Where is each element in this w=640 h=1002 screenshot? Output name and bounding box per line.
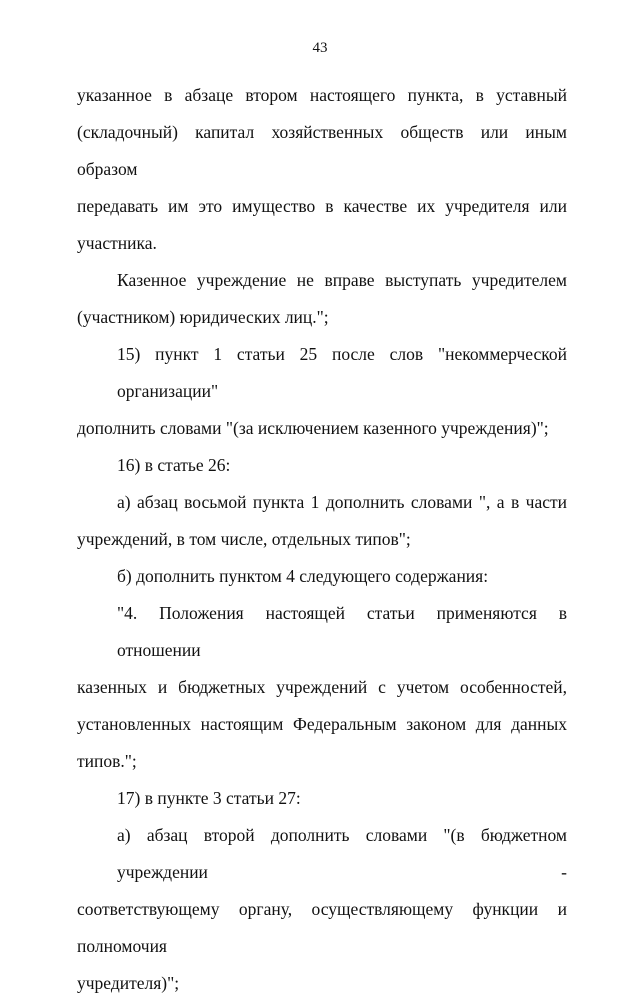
text-line: Казенное учреждение не вправе выступать учредителем bbox=[117, 270, 567, 290]
text-line: учредителя)"; bbox=[77, 973, 180, 993]
text-line: учреждений, в том числе, отдельных типов"; bbox=[77, 529, 411, 549]
text-line: участника. bbox=[77, 233, 157, 253]
text-line: 16) в статье 26: bbox=[117, 455, 231, 475]
text-line: (участником) юридических лиц."; bbox=[77, 307, 329, 327]
text-line: 15) пункт 1 статьи 25 после слов "некоммерческой организации" bbox=[117, 344, 567, 401]
paragraph-item-16 bbox=[77, 447, 567, 484]
paragraph-point-4 bbox=[77, 595, 567, 780]
text-line: а) абзац второй дополнить словами "(в бюджетном учреждении - bbox=[117, 825, 567, 882]
text-line: установленных настоящим Федеральным законом для данных bbox=[77, 714, 567, 734]
text-line: указанное в абзаце втором настоящего пункта, в уставный bbox=[77, 85, 567, 105]
text-line: передавать им это имущество в качестве их учредителя или bbox=[77, 196, 567, 216]
text-line: б) дополнить пунктом 4 следующего содержания: bbox=[117, 566, 489, 586]
text-line: типов."; bbox=[77, 751, 137, 771]
paragraph-item-17 bbox=[77, 780, 567, 817]
paragraph-kazennoe bbox=[77, 262, 567, 336]
text-line: дополнить словами "(за исключением казенного учреждения)"; bbox=[77, 418, 549, 438]
text-line: соответствующему органу, осуществляющему функции и полномочия bbox=[77, 899, 567, 956]
text-line: 17) в пункте 3 статьи 27: bbox=[117, 788, 301, 808]
text-line: "4. Положения настоящей статьи применяются в отношении bbox=[117, 603, 567, 660]
paragraph-item-17-a bbox=[77, 817, 567, 1002]
paragraph-item-16-a bbox=[77, 484, 567, 558]
text-line: а) абзац восьмой пункта 1 дополнить словами ", а в части bbox=[117, 492, 567, 512]
text-line: казенных и бюджетных учреждений с учетом особенностей, bbox=[77, 677, 567, 697]
paragraph-item-16-b bbox=[77, 558, 567, 595]
text-line: (складочный) капитал хозяйственных обществ или иным образом bbox=[77, 122, 567, 179]
document-body bbox=[77, 77, 567, 1002]
page-number: 43 bbox=[312, 40, 328, 56]
paragraph-item-15 bbox=[77, 336, 567, 447]
paragraph-continuation bbox=[77, 77, 567, 262]
